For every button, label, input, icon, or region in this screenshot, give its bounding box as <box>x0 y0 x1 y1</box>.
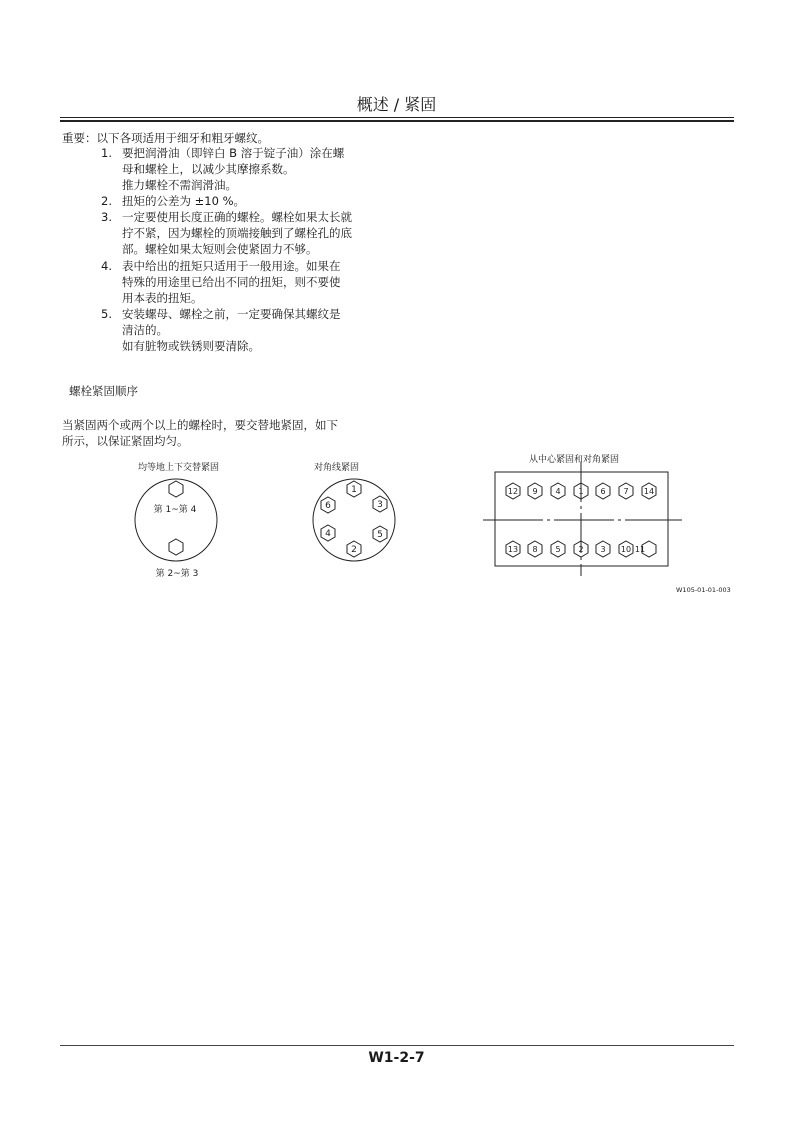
note-3-line-3: 部。螺栓如果太短则会使紧固力不够。 <box>122 242 318 256</box>
notes-lead: 重要：以下各项适用于细牙和粗牙螺纹。 <box>62 131 269 145</box>
section-para-line-2: 所示，以保证紧固均匀。 <box>62 434 189 448</box>
left-bottom-label: 第 2~第 3 <box>155 569 199 579</box>
footer-rule <box>60 1045 734 1046</box>
note-3-line-1: 一定要使用长度正确的螺栓。螺栓如果太长就 <box>122 210 352 224</box>
right-bottom-bolt-8-label: 8 <box>532 545 538 554</box>
note-5-number: 5. <box>101 307 112 321</box>
note-1-line-3: 推力螺栓不需润滑油。 <box>122 178 237 192</box>
left-top-bolt-icon <box>169 481 183 497</box>
left-flange-circle <box>135 479 217 561</box>
note-2-line-1: 扭矩的公差为 ±10 %。 <box>122 194 246 208</box>
section-heading: 螺栓紧固顺序 <box>69 384 138 398</box>
middle-bolt-4-label: 4 <box>325 529 331 539</box>
right-bottom-bolt-2-label: 2 <box>578 545 584 554</box>
note-3-line-2: 拧不紧，因为螺栓的顶端接触到了螺栓孔的底 <box>122 226 352 240</box>
note-4-line-3: 用本表的扭矩。 <box>122 291 203 305</box>
note-1-number: 1. <box>101 146 112 160</box>
note-1-line-1: 要把润滑油（即锌白 B 溶于锭子油）涂在螺 <box>122 146 345 160</box>
note-4-number: 4. <box>101 259 112 273</box>
fig-right-caption: 从中心紧固和对角紧固 <box>529 455 620 465</box>
note-5-line-2: 清洁的。 <box>122 323 168 337</box>
left-top-label: 第 1~第 4 <box>153 505 197 515</box>
right-bottom-bolt-10-label: 10 <box>620 545 632 554</box>
note-2-number: 2. <box>101 194 112 208</box>
page-number: W1-2-7 <box>368 1050 425 1066</box>
page-title: 概述 / 紧固 <box>356 95 437 114</box>
left-bottom-bolt-icon <box>169 539 183 555</box>
middle-bolt-3-label: 3 <box>377 500 383 510</box>
right-top-bolt-9-label: 9 <box>532 487 538 496</box>
right-bottom-bolt-3-label: 3 <box>600 545 606 554</box>
right-top-bolt-6-label: 6 <box>600 487 606 496</box>
right-bottom-bolt-11-label: 11 <box>634 545 646 554</box>
right-top-bolt-1-label: 1 <box>578 487 584 496</box>
fig-left-caption: 均等地上下交替紧固 <box>138 463 220 473</box>
note-4-line-2: 特殊的用途里已给出不同的扭矩，则不要使 <box>122 275 341 289</box>
right-bottom-bolt-13-label: 13 <box>507 545 519 554</box>
middle-bolt-2-label: 2 <box>351 545 357 555</box>
middle-bolt-6-label: 6 <box>325 501 331 511</box>
right-top-bolt-4-label: 4 <box>555 487 561 496</box>
note-4-line-1: 表中给出的扭矩只适用于一般用途。如果在 <box>122 259 341 273</box>
right-top-bolt-7-label: 7 <box>623 487 629 496</box>
note-1-line-2: 母和螺栓上，以减少其摩擦系数。 <box>122 162 295 176</box>
right-top-bolt-12-label: 12 <box>507 487 519 496</box>
figure-code: W105-01-01-003 <box>676 586 731 594</box>
note-5-line-1: 安装螺母、螺栓之前，一定要确保其螺纹是 <box>122 307 341 321</box>
middle-bolt-5-label: 5 <box>377 530 383 540</box>
note-3-number: 3. <box>101 210 112 224</box>
middle-bolt-1-label: 1 <box>351 485 357 495</box>
fig-middle-caption: 对角线紧固 <box>314 463 360 473</box>
right-top-bolt-14-label: 14 <box>643 487 655 496</box>
note-5-line-3: 如有脏物或铁锈则要清除。 <box>122 339 260 353</box>
right-bottom-bolt-5-label: 5 <box>555 545 561 554</box>
section-para-line-1: 当紧固两个或两个以上的螺栓时，要交替地紧固，如下 <box>62 418 338 432</box>
